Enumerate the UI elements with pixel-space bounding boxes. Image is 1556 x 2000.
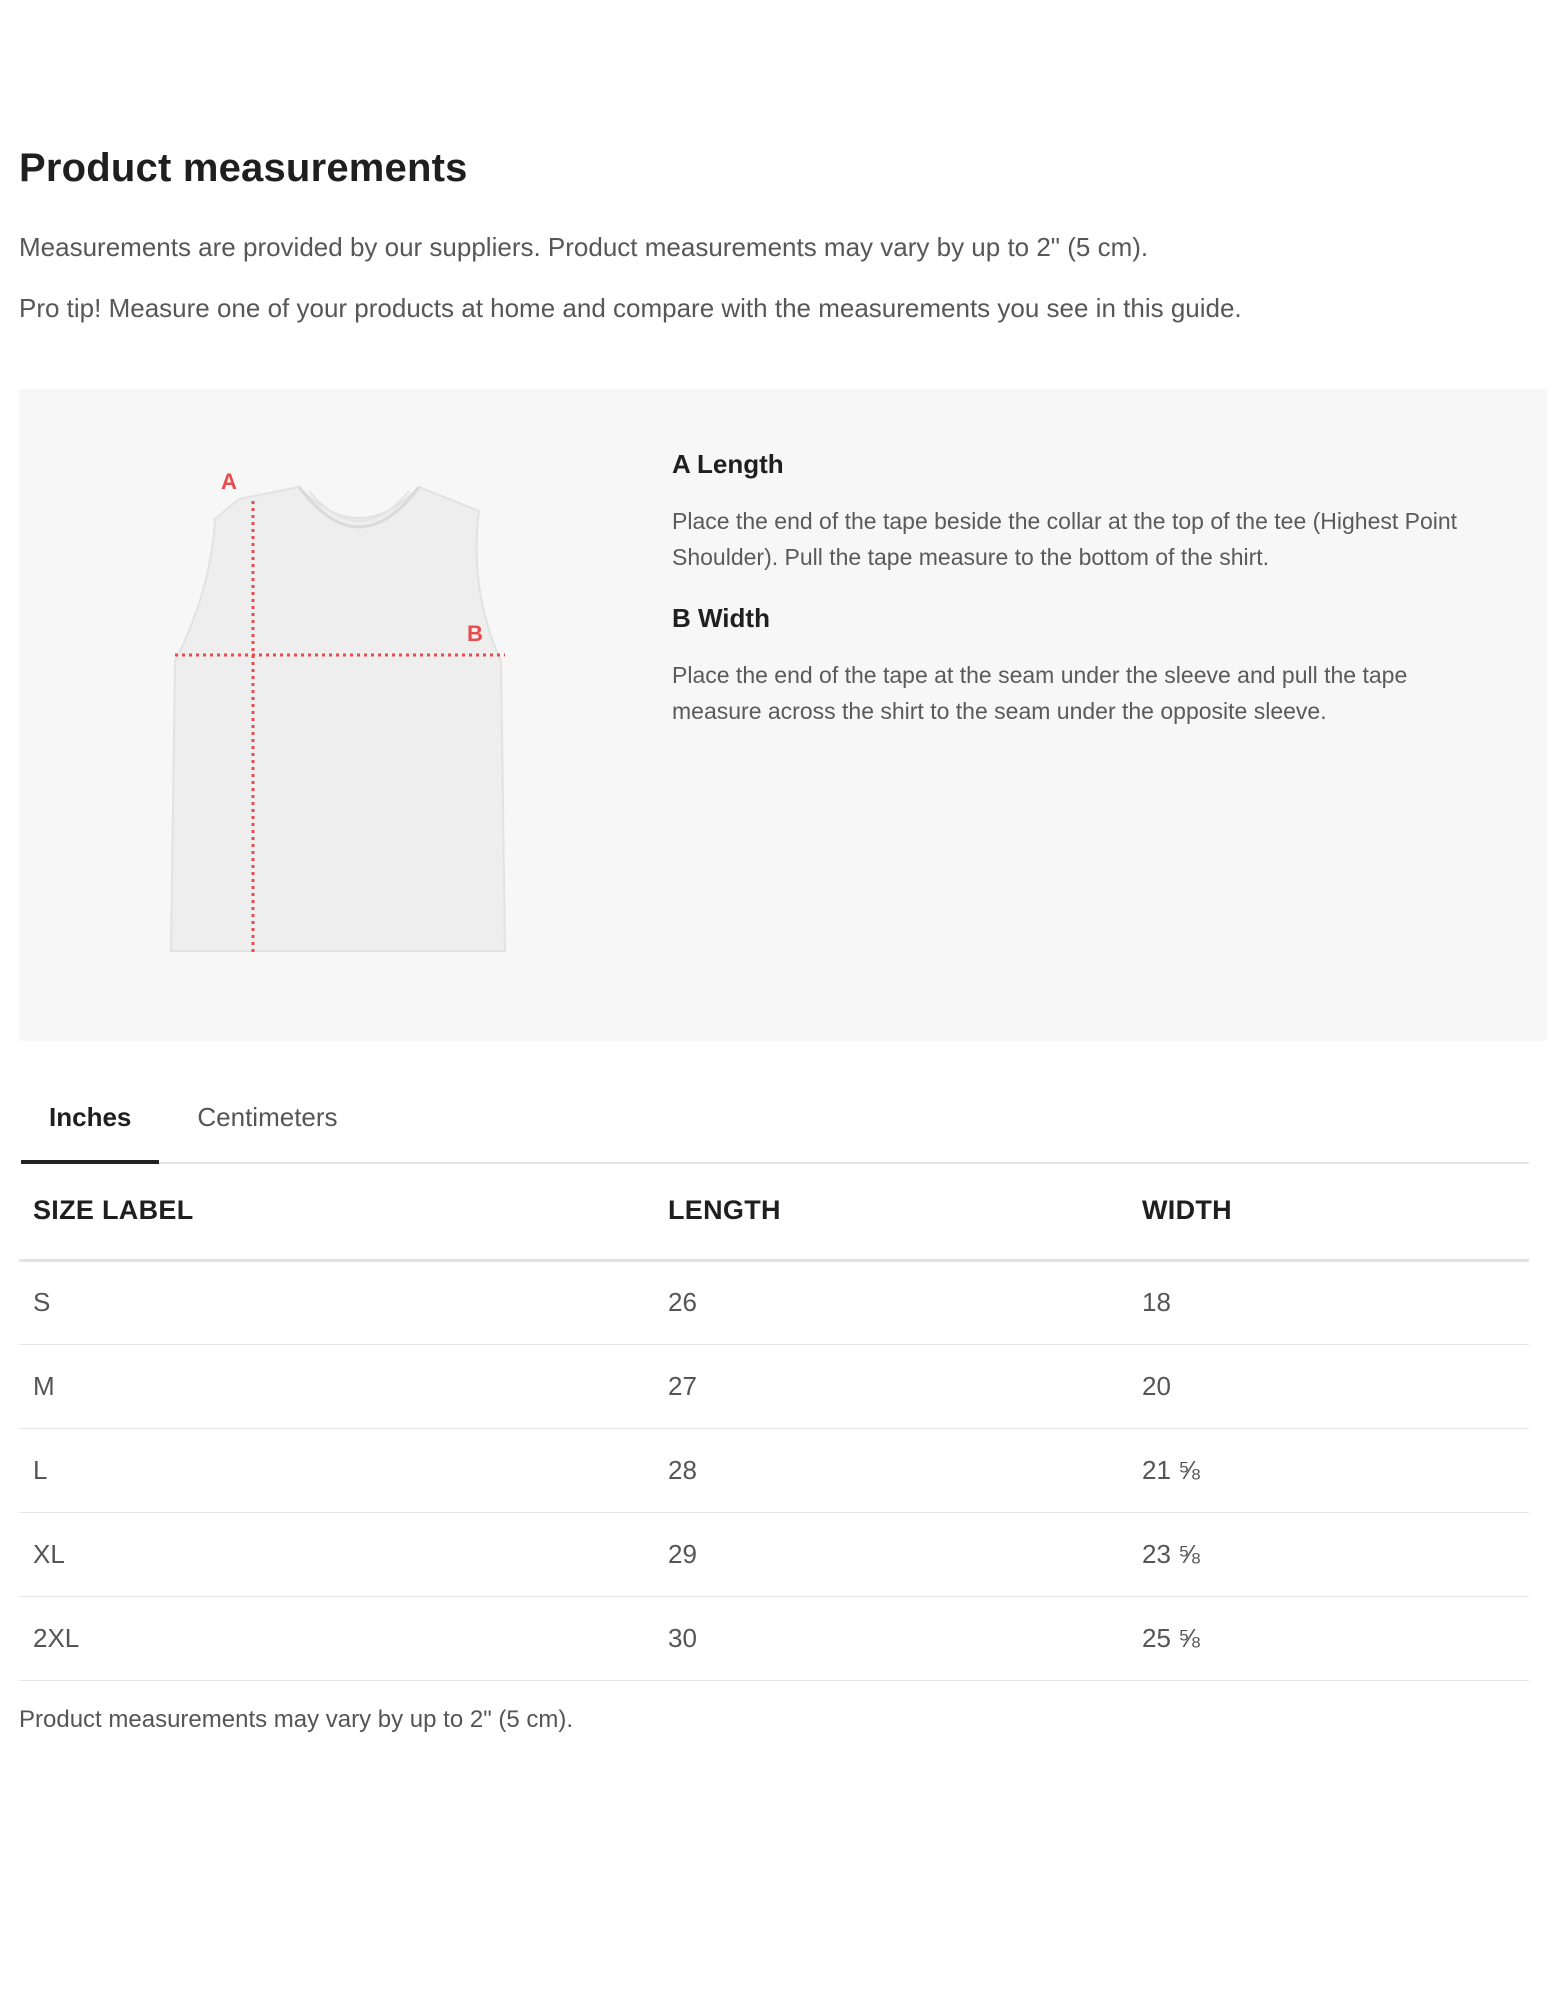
cell-size: M (19, 1344, 654, 1428)
marker-b-label: B (467, 621, 483, 646)
cell-width: 21 ⅝ (1128, 1428, 1529, 1512)
cell-size: XL (19, 1512, 654, 1596)
header-size-label: SIZE LABEL (19, 1162, 654, 1260)
cell-size: S (19, 1260, 654, 1344)
table-row (19, 1428, 1529, 1512)
width-description: Place the end of the tape at the seam under the sleeve and pull the tape measure across the shirt to the seam under the opposite sleeve. (672, 662, 1408, 724)
header-length: LENGTH (654, 1162, 1128, 1260)
cell-length: 26 (654, 1260, 1128, 1344)
measurement-guide-panel (19, 389, 1547, 1041)
header-width: WIDTH (1128, 1162, 1529, 1260)
cell-width: 20 (1128, 1344, 1529, 1428)
cell-length: 30 (654, 1596, 1128, 1680)
tank-top-diagram (149, 431, 569, 971)
length-heading: A Length (672, 449, 784, 479)
page-title: Product measurements (19, 146, 468, 190)
footnote: Product measurements may vary by up to 2" (5 cm). (19, 1706, 574, 1733)
cell-length: 28 (654, 1428, 1128, 1512)
table-header-row (19, 1162, 1529, 1260)
table-row (19, 1596, 1529, 1680)
pro-tip: Pro tip! Measure one of your products at home and compare with the measurements you see in this guide. (19, 293, 1242, 323)
supplier-note: Measurements are provided by our suppliers. Product measurements may vary by up to 2" (5 cm). (19, 232, 1149, 262)
cell-length: 27 (654, 1344, 1128, 1428)
size-chart-table (19, 1162, 1529, 1681)
marker-a-label: A (221, 469, 237, 494)
tab-inches[interactable]: Inches (21, 1086, 159, 1162)
table-row (19, 1512, 1529, 1596)
tab-centimeters[interactable]: Centimeters (197, 1102, 338, 1132)
length-description: Place the end of the tape beside the collar at the top of the tee (Highest Point Shoulder). Pull the tape measure to the bottom of the shirt. (672, 508, 1458, 570)
cell-length: 29 (654, 1512, 1128, 1596)
measurement-instructions (672, 447, 1492, 729)
table-row (19, 1260, 1529, 1344)
unit-tabs (21, 1086, 1529, 1164)
width-heading: B Width (672, 603, 770, 633)
cell-width: 18 (1128, 1260, 1529, 1344)
cell-width: 25 ⅝ (1128, 1596, 1529, 1680)
cell-size: L (19, 1428, 654, 1512)
cell-size: 2XL (19, 1596, 654, 1680)
tank-top-shape (171, 487, 505, 951)
cell-width: 23 ⅝ (1128, 1512, 1529, 1596)
table-row (19, 1344, 1529, 1428)
